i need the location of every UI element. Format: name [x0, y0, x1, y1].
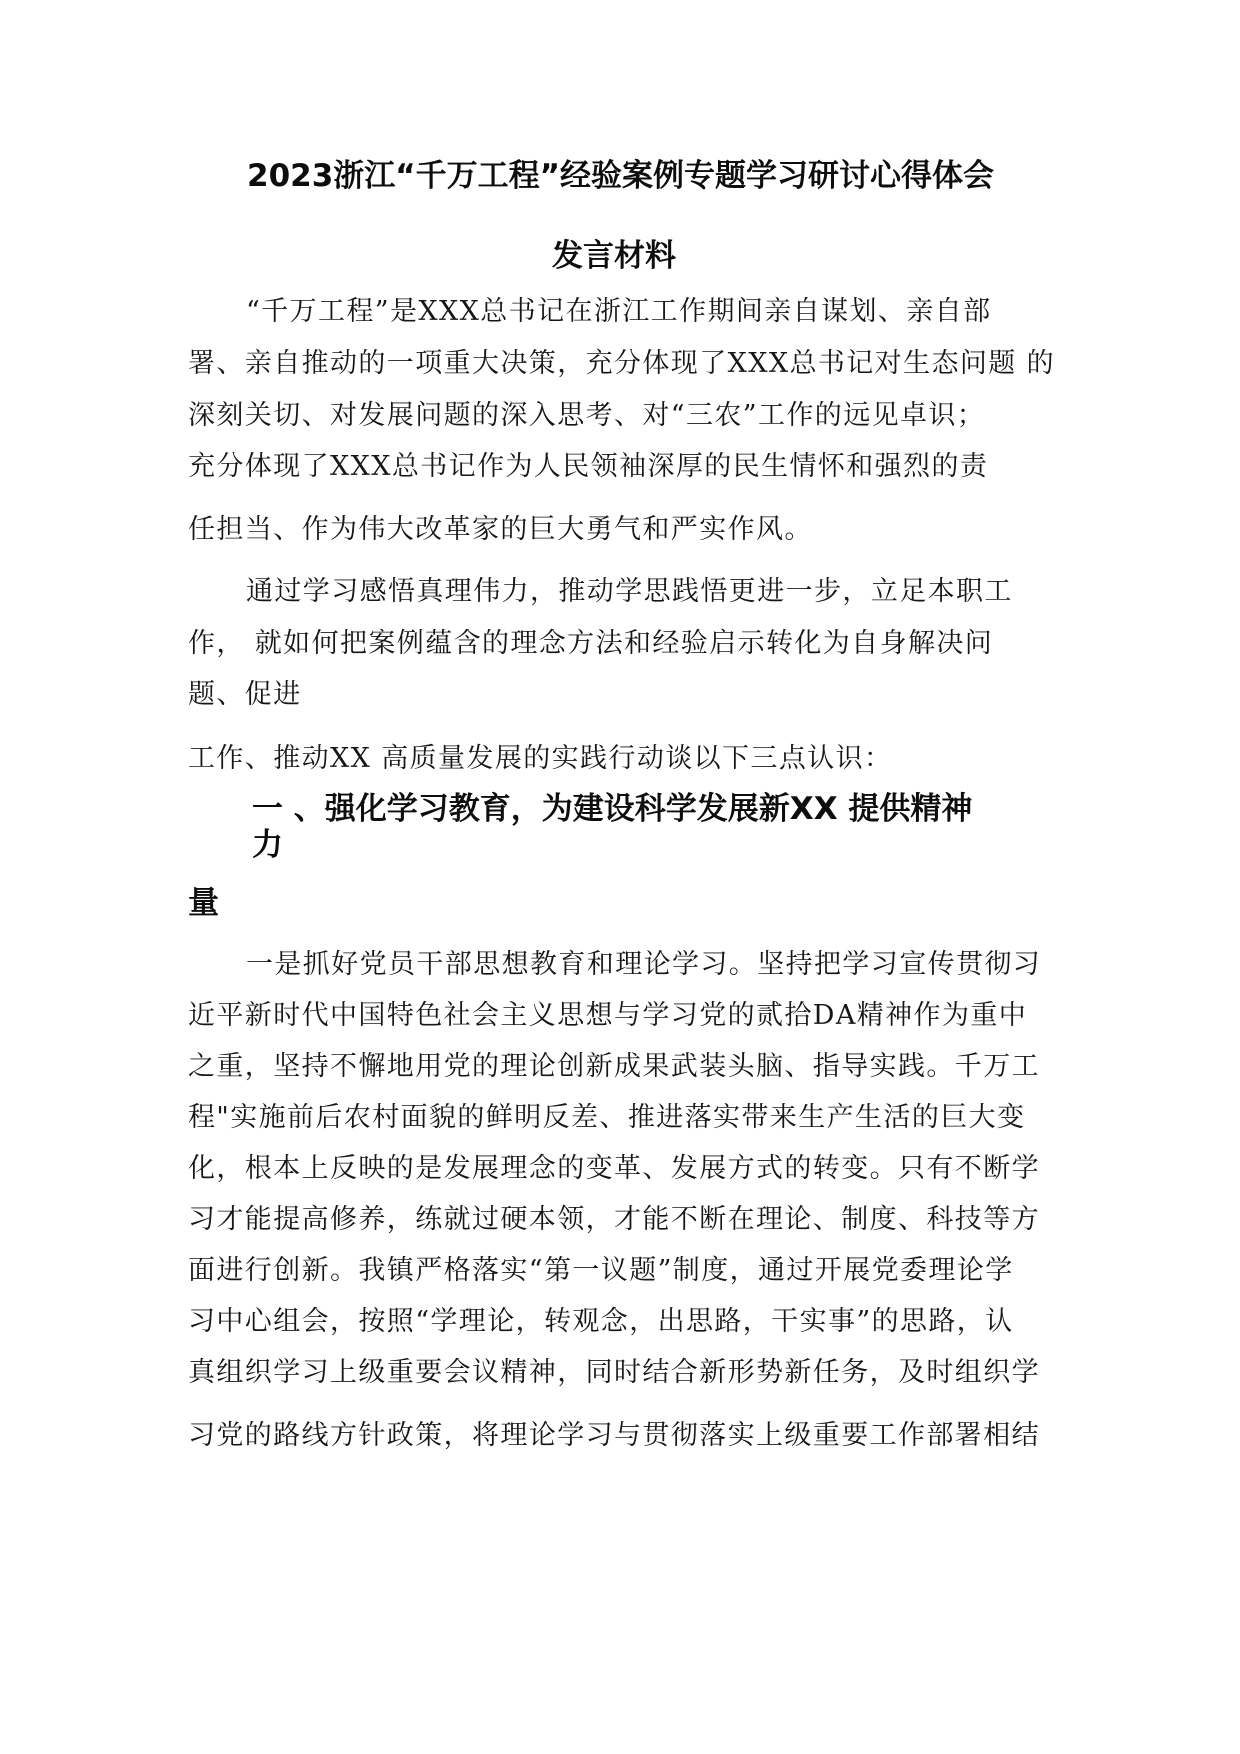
document-subtitle: 发言材料: [552, 238, 676, 274]
section-heading: 一 、强化学习教育，为建设科学发展新XX 提供精神: [252, 791, 973, 827]
section-body-line: 之重，坚持不懈地用党的理论创新成果武装头脑、指导实践。千万工: [188, 1051, 1040, 1082]
section-body-line: 习才能提高修养，练就过硬本领，才能不断在理论、制度、科技等方: [188, 1204, 1040, 1235]
intro-paragraph-line: 充分体现了XXX总书记作为人民领袖深厚的民生情怀和强烈的责: [188, 451, 989, 482]
section-body-line: 程"实施前后农村面貌的鲜明反差、推进落实带来生产生活的巨大变: [188, 1102, 1026, 1133]
document-title: 2023浙江“千万工程”经验案例专题学习研讨心得体会: [247, 158, 995, 194]
intro-paragraph-line: 题、促进: [188, 679, 302, 710]
section-body-line: 化，根本上反映的是发展理念的变革、发展方式的转变。只有不断学: [188, 1153, 1040, 1184]
intro-paragraph-line: 署、亲自推动的一项重大决策，充分体现了XXX总书记对生态问题 的: [188, 348, 1056, 379]
section-body-line: 习党的路线方针政策，将理论学习与贯彻落实上级重要工作部署相结: [188, 1420, 1040, 1451]
intro-paragraph-line: 深刻关切、对发展问题的深入思考、对“三农”工作的远见卓识；: [188, 400, 986, 431]
section-heading-continuation: 量: [188, 885, 219, 921]
section-body-line: 真组织学习上级重要会议精神，同时结合新形势新任务，及时组织学: [188, 1357, 1040, 1388]
intro-paragraph-line: 工作、推动XX 高质量发展的实践行动谈以下三点认识：: [188, 743, 893, 774]
intro-paragraph-line: “千万工程”是XXX总书记在浙江工作期间亲自谋划、亲自部: [246, 296, 992, 327]
section-body-line: 面进行创新。我镇严格落实“第一议题”制度，通过开展党委理论学: [188, 1255, 1014, 1286]
intro-paragraph-line: 通过学习感悟真理伟力，推动学思践悟更进一步，立足本职工: [246, 576, 1013, 607]
section-body-line: 近平新时代中国特色社会主义思想与学习党的贰拾DA精神作为重中: [188, 1000, 1028, 1031]
section-body-line: 习中心组会，按照“学理论，转观念，出思路，干实事”的思路，认: [188, 1306, 1014, 1337]
section-body-line: 一是抓好党员干部思想教育和理论学习。坚持把学习宣传贯彻习: [246, 949, 1042, 980]
section-heading-continuation: 力: [252, 827, 283, 863]
intro-paragraph-line: 任担当、作为伟大改革家的巨大勇气和严实作风。: [188, 514, 813, 545]
intro-paragraph-line: 作， 就如何把案例蕴含的理念方法和经验启示转化为自身解决问: [188, 628, 994, 659]
